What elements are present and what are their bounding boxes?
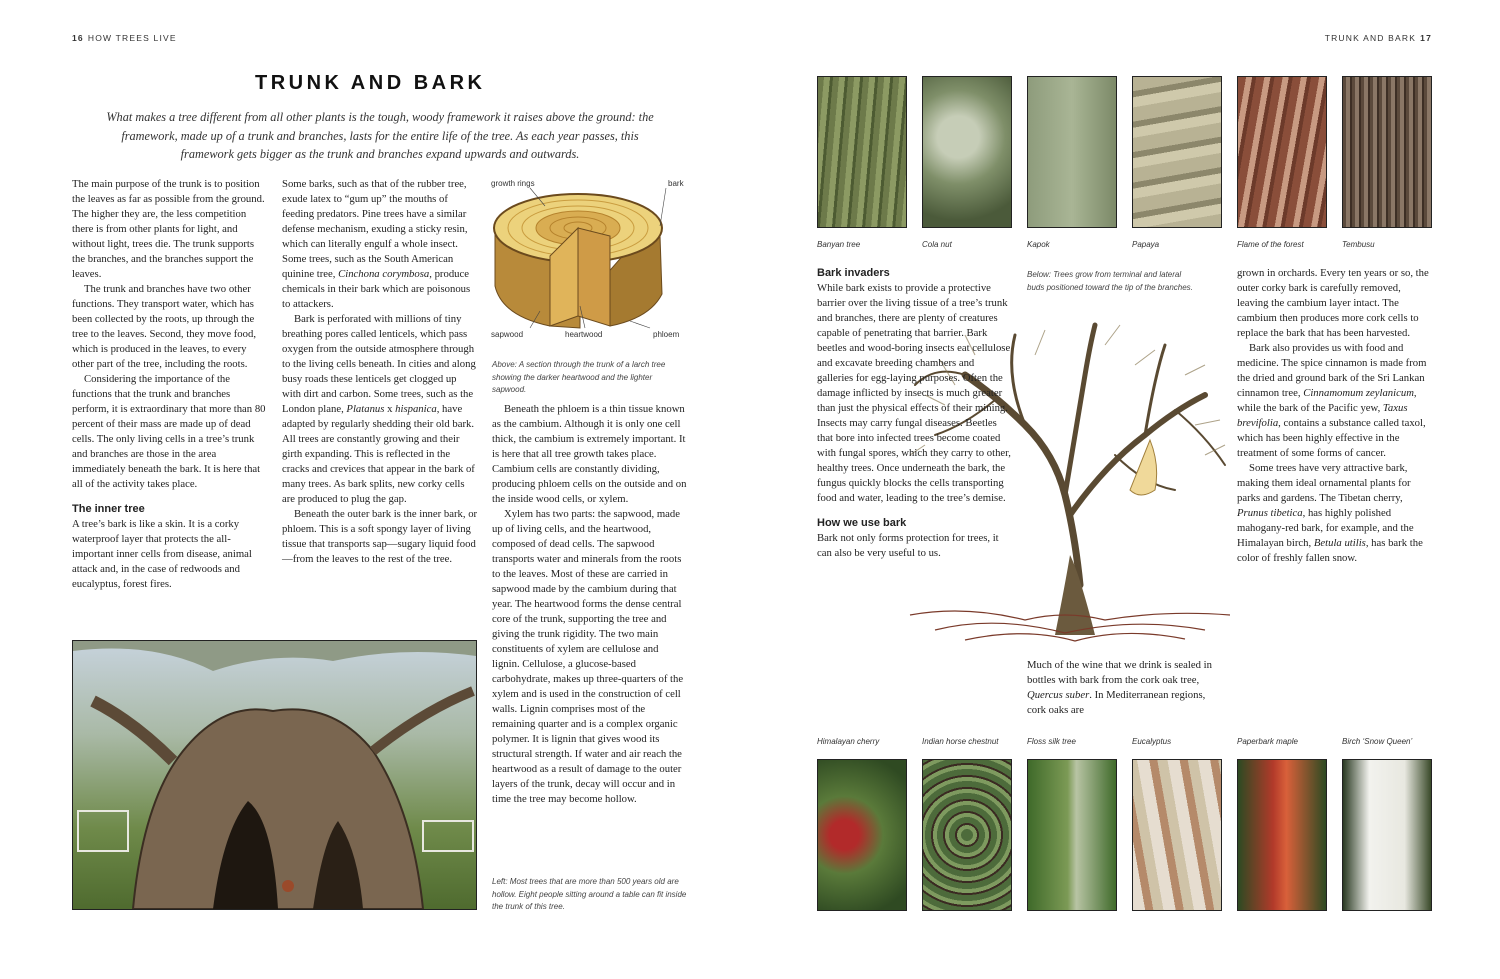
intro-paragraph: What makes a tree different from all other plants is the tough, woody framework it raises above the ground: the framework, made up of a trunk and branches, lasts for the entire life of the tree. As each year passes, this framework gets bigger as the trunk and branches expand upwards and outwards.: [106, 110, 654, 161]
left-page-number: 16: [72, 33, 84, 43]
heading-inner-tree: The inner tree: [72, 503, 145, 515]
bark-photo-banyan: [817, 76, 907, 228]
bark-photo-cola-nut: [922, 76, 1012, 228]
col1-paragraph-2: The trunk and branches have two other functions. They transport water, which has been collected by the roots, up through the tree to the leaves. Second, they move food, which is produced in the leaves, to every other part of the tree, including the roots.: [72, 283, 257, 370]
bark-photo-eucalyptus: [1132, 759, 1222, 911]
label-bark: bark: [668, 179, 684, 188]
bark-label-birch-snow-queen: Birch ‘Snow Queen’: [1342, 737, 1413, 746]
bark-photo-tembusu: [1342, 76, 1432, 228]
col3-paragraph-2: Xylem has two parts: the sapwood, made up of living cells, and the heartwood, composed of dead cells. The sapwood transports water and minerals from the roots to the leaves. Most of these are carried in sapwood made by the cambium during that year. The heartwood forms the dense central core of the trunk, supporting the tree and giving the trunk rigidity. The two main constituents of xylem are cellulose and lignin. Cellulose, a glucose-based carbohydrate, makes up three-quarters of the xylem and is used in the construction of cell walls. Lignin comprises most of the remaining quarter and is a complex organic polymer. It is lignin that gives wood its structural strength. If water and air reach the heartwood as a result of damage to the outer layers of the trunk, decay will occur and in time the tree may become hollow.: [492, 508, 684, 805]
bark-photo-flame-of-the-forest: [1237, 76, 1327, 228]
col1-paragraph-4: A tree’s bark is like a skin. It is a corky waterproof layer that protects the all-important inner cells from disease, animal attack and, in the case of redwoods and eucalyptus, forest fires.: [72, 518, 252, 590]
bark-label-tembusu: Tembusu: [1342, 240, 1375, 249]
col1-paragraph-3: Considering the importance of the functions that the trunk and branches perform, it is extraordinary that more than 80 percent of their mass are made up of dead cells. The only living cells in a tree’s trunk and branches are those in the area immediately beneath the bark. It is here that all of the activity takes place.: [72, 373, 266, 490]
right-col3-paragraph-2: Bark also provides us with food and medicine. The spice cinnamon is made from the dried and ground bark of the Sri Lankan cinnamon tree, Cinnamomum zeylanicum, while the bark of the Pacific yew, Taxus brevifolia, contains a substance called taxol, which has been highly effective in the treatment of some forms of cancer.: [1237, 342, 1427, 459]
column-3: [492, 402, 688, 807]
trunk-section-illustration: [490, 176, 690, 346]
bark-photo-himalayan-cherry: [817, 759, 907, 911]
bark-label-paperbark-maple: Paperbark maple: [1237, 737, 1298, 746]
bark-label-indian-horse-chestnut: Indian horse chestnut: [922, 737, 999, 746]
right-column-2: [1027, 658, 1222, 718]
bark-label-flame-of-the-forest: Flame of the forest: [1237, 240, 1304, 249]
bark-photo-floss-silk-tree: [1027, 759, 1117, 911]
label-sapwood: sapwood: [491, 330, 524, 339]
label-phloem: phloem: [653, 330, 680, 339]
right-col3-paragraph-1: grown in orchards. Every ten years or so, the outer corky bark is carefully removed, leaving the cambium layer intact. The cambium then produces more cork cells to replace the bark that has been harvested.: [1237, 267, 1429, 339]
right-page-number: 17: [1420, 33, 1432, 43]
bark-photo-paperbark-maple: [1237, 759, 1327, 911]
bark-label-papaya: Papaya: [1132, 240, 1160, 249]
bark-photo-papaya: [1132, 76, 1222, 228]
tree-caption: Below: Trees grow from terminal and lateral buds positioned toward the tip of the branches.: [1027, 270, 1193, 292]
bark-label-kapok: Kapok: [1027, 240, 1050, 249]
column-1: [72, 177, 268, 592]
label-growth-rings: growth rings: [491, 179, 535, 188]
trunk-section-diagram: [490, 176, 690, 346]
bark-label-banyan: Banyan tree: [817, 240, 861, 249]
hollow-tree-photo: [72, 640, 477, 910]
bark-label-himalayan-cherry: Himalayan cherry: [817, 737, 880, 746]
bark-invaders-paragraph: While bark exists to provide a protective barrier over the living tissue of a tree’s trunk and branches, there are plenty of creatures capable of penetrating that barrier. Bark beetles and wood-boring insects eat cellulose and excavate breeding chambers and galleries for egg-laying purposes. Often the damage inflicted by insects is much greater than just the physical effects of their mining. Insects may carry fungal diseases. Beetles that bore into infected trees become coated with fungal spores, which they carry to other, healthy trees. Once underneath the bark, the fungus quickly blocks the cells transporting food and water, leading to the tree’s demise.: [817, 282, 1011, 504]
cork-paragraph: Much of the wine that we drink is sealed in bottles with bark from the cork oak tree, Quercus suber. In Mediterranean regions, cork oaks are: [1027, 659, 1212, 716]
col3-paragraph-1: Beneath the phloem is a thin tissue known as the cambium. Although it is only one cell thick, the cambium is extremely important. It is here that all tree growth takes place. Cambium cells are constantly dividing, producing phloem cells on the outside and on the inside wood cells, or xylem.: [492, 403, 687, 505]
right-section-title: TRUNK AND BARK: [1324, 33, 1417, 43]
heading-how-we-use-bark: How we use bark: [817, 517, 907, 529]
col2-paragraph-2: Bark is perforated with millions of tiny breathing pores called lenticels, which pass oxygen from the outside atmosphere through to the living cells beneath. In cities and along busy roads these lenticels get clogged up with dirt and carbon. Some trees, such as the London plane, Platanus x hispanica, have adapted by regularly shedding their old bark. All trees are constantly growing and their girth expanding. This is reflected in the cracks and crevices that appear in the bark of many trees. As bark splits, new corky cells are produced to plug the gap.: [282, 313, 476, 505]
column-2: [282, 177, 478, 567]
heading-bark-invaders: Bark invaders: [817, 267, 890, 279]
right-running-head: [1325, 33, 1432, 43]
bark-label-cola-nut: Cola nut: [922, 240, 952, 249]
bark-photo-indian-horse-chestnut: [922, 759, 1012, 911]
bark-label-floss-silk-tree: Floss silk tree: [1027, 737, 1076, 746]
right-column-1: [817, 266, 1012, 561]
bark-photo-kapok: [1027, 76, 1117, 228]
bark-label-eucalyptus: Eucalyptus: [1132, 737, 1172, 746]
label-heartwood: heartwood: [565, 330, 603, 339]
right-column-3: [1237, 266, 1430, 566]
left-running-head: [72, 33, 177, 43]
diagram-caption: Above: A section through the trunk of a larch tree showing the darker heartwood and the lighter sapwood.: [492, 360, 666, 394]
left-section-title: HOW TREES LIVE: [87, 33, 177, 43]
hollow-tree-caption: Left: Most trees that are more than 500 years old are hollow. Eight people sitting around a table can fit inside the trunk of this tree.: [492, 877, 687, 911]
bark-photo-birch-snow-queen: [1342, 759, 1432, 911]
col1-paragraph-1: The main purpose of the trunk is to position the leaves as far as possible from the ground. The higher they are, the less competition there is from other plants for light, and without light, trees die. The trunk supports the branches, and the branches support the leaves.: [72, 178, 265, 280]
col2-paragraph-1: Some barks, such as that of the rubber tree, exude latex to “gum up” the mouths of feeding predators. Pine trees have a similar defense mechanism, exuding a sticky resin, which can literally engulf a whole insect. Some trees, such as the South American quinine tree, Cinchona corymbosa, produce chemicals in their bark which are poisonous to attackers.: [282, 178, 471, 310]
col2-paragraph-3: Beneath the outer bark is the inner bark, or phloem. This is a soft spongy layer of living tissue that transports sap—sugary liquid food—from the leaves to the rest of the tree.: [282, 508, 478, 565]
how-we-use-bark-paragraph: Bark not only forms protection for trees, it can also be very useful to us.: [817, 532, 999, 559]
page-title: TRUNK AND BARK: [255, 72, 486, 94]
right-col3-paragraph-3: Some trees have very attractive bark, making them ideal ornamental plants for parks and gardens. The Tibetan cherry, Prunus tibetica, has highly polished mahogany-red bark, for example, and the Himalayan birch, Betula utilis, has bark the color of freshly fallen snow.: [1237, 462, 1423, 564]
